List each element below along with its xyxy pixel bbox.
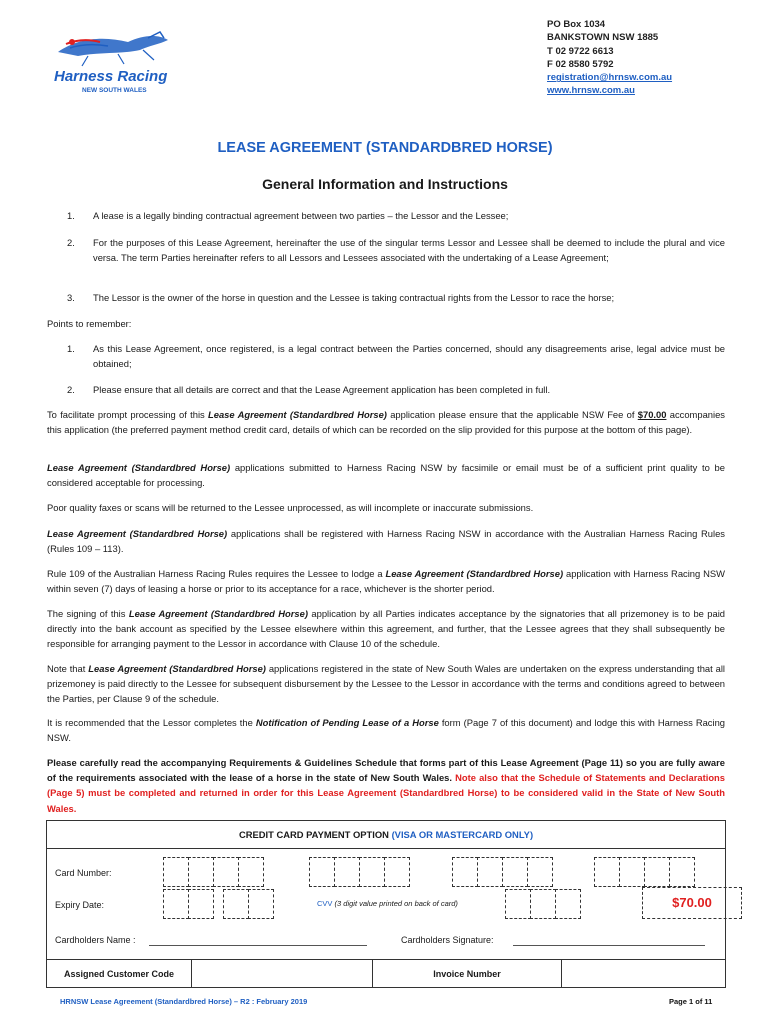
point-item: As this Lease Agreement, once registered, is a legal contract between the Parties concerned, should any disagreements arise, legal advice must be obtained;	[93, 343, 725, 370]
text-run: To facilitate prompt processing of this	[47, 409, 209, 420]
expiry-month[interactable]	[163, 889, 213, 919]
customer-code-label: Assigned Customer Code	[47, 960, 192, 988]
point-number: 1.	[67, 343, 75, 354]
paragraph-note	[47, 661, 725, 707]
cardholder-name-field[interactable]	[149, 945, 367, 946]
text-run: applications submitted to Harness Racing NSW by facsimile or email must be of a sufficient print quality to be considered acceptable for processing.	[47, 462, 725, 489]
text-run: application by all Parties indicates acceptance by the signatories that all prizemoney is to be paid directly into the bank account as specified by the Lessee elsewhere within this agreement, and further, that the Lessee agrees that they shall subsequently be responsible for arranging payment to the Lessor in accordance with Clause 10 of the schedule.	[47, 608, 725, 650]
point-item: Please ensure that all details are correct and that the Lease Agreement application has been completed in full.	[93, 384, 551, 395]
paragraph-poor-quality: Poor quality faxes or scans will be returned to the Lessee unprocessed, as will incomplete or inaccurate submissions.	[47, 502, 534, 513]
cvv-input[interactable]	[505, 889, 580, 919]
payment-amount: $70.00	[642, 887, 742, 919]
fax: F 02 8580 5792	[547, 58, 614, 70]
cvv-note: (3 digit value printed on back of card)	[334, 899, 458, 908]
paragraph-recommendation	[47, 715, 725, 745]
credit-card-form	[46, 820, 726, 988]
text-run: Please carefully read the accompanying Requirements & Guidelines Schedule that forms part of this Lease Agreement (Page 11) so you are fully aware of the requirements associated with the lease of a horse in the state of New South Wales.	[47, 757, 725, 784]
text-run: accompanies this application (the preferred payment method credit card, details of which can be recorded on the slip provided for this purpose at the bottom of this page).	[47, 409, 725, 436]
email-link[interactable]: registration@hrnsw.com.au	[547, 72, 673, 84]
text-run: Lease Agreement (Standardbred Horse)	[47, 462, 231, 473]
list-item: The Lessor is the owner of the horse in question and the Lessee is taking contractual rights from the Lessor to race the horse;	[93, 292, 615, 303]
text-run: application with Harness Racing NSW within seven (7) days of leasing a horse or prior to its acceptance for a race, whichever is the shorter period.	[47, 568, 725, 595]
text-run: applications registered in the state of New South Wales are undertaken on the express understanding that all prizemoney is paid directly to the Lessee for subsequent disbursement by the Lessee to the Lessor in accordance with the terms and conditions agreed to between the Parties, per Clause 9 of the schedule.	[47, 663, 726, 705]
text-run: Lease Agreement (Standardbred Horse)	[385, 568, 564, 579]
card-number-group-2[interactable]	[309, 857, 409, 887]
text-run: applications shall be registered with Harness Racing NSW in accordance with the Australian Harness Racing Rules (Rules 109 – 113).	[47, 528, 725, 555]
hrnsw-logo	[48, 30, 188, 100]
customer-code-field[interactable]	[192, 960, 373, 988]
card-number-group-3[interactable]	[452, 857, 552, 887]
document-title: LEASE AGREEMENT (STANDARDBRED HORSE)	[217, 140, 553, 156]
paragraph-rule-109	[47, 566, 725, 596]
paragraph-signing	[47, 606, 725, 652]
payment-heading-text: CREDIT CARD PAYMENT OPTION	[238, 829, 389, 840]
po-box: PO Box 1034	[547, 19, 606, 30]
expiry-label: Expiry Date:	[55, 900, 105, 910]
website-link[interactable]: www.hrnsw.com.au	[547, 85, 635, 97]
card-number-group-4[interactable]	[594, 857, 694, 887]
text-run: Rule 109 of the Australian Harness Racing Rules requires the Lessee to lodge a	[47, 568, 386, 579]
cvv-label	[317, 899, 458, 908]
logo-subtext: NEW SOUTH WALES	[82, 87, 147, 94]
text-run: Lease Agreement (Standardbred Horse)	[47, 528, 228, 539]
address: BANKSTOWN NSW 1885	[547, 32, 659, 44]
office-use-row	[47, 959, 725, 988]
expiry-year[interactable]	[223, 889, 273, 919]
item-number: 1.	[67, 210, 75, 221]
fee-amount: $70.00	[637, 409, 667, 420]
paragraph-requirements	[47, 755, 725, 816]
cardholder-signature-field[interactable]	[513, 945, 705, 946]
text-run: form (Page 7 of this document) and lodge this with Harness Racing NSW.	[47, 717, 725, 744]
phone: T 02 9722 6613	[547, 45, 614, 57]
cardholder-name-label: Cardholders Name :	[55, 935, 136, 945]
text-run: Note that	[47, 663, 89, 674]
paragraph-registration	[47, 526, 725, 556]
text-run: application please ensure that the applicable NSW Fee of	[386, 409, 638, 420]
text-run: Lease Agreement (Standardbred Horse)	[88, 663, 266, 674]
invoice-number-field[interactable]	[562, 960, 725, 988]
invoice-number-label: Invoice Number	[373, 960, 562, 988]
item-number: 3.	[67, 292, 75, 303]
text-run: The signing of this	[47, 608, 129, 619]
cvv-text: CVV	[317, 899, 333, 908]
cardholder-signature-label: Cardholders Signature:	[401, 935, 494, 945]
logo-text: Harness Racing	[54, 68, 168, 85]
payment-heading	[47, 821, 725, 849]
list-item: A lease is a legally binding contractual agreement between two parties – the Lessor and the Lessee;	[93, 210, 509, 221]
text-run: Lease Agreement (Standardbred Horse)	[208, 409, 387, 420]
section-subtitle: General Information and Instructions	[262, 176, 508, 192]
points-heading: Points to remember:	[47, 318, 132, 329]
point-number: 2.	[67, 384, 75, 395]
paragraph-print-quality	[47, 460, 725, 490]
payment-heading-note: (VISA OR MASTERCARD ONLY)	[391, 829, 534, 840]
card-number-label: Card Number:	[55, 868, 112, 878]
text-run: It is recommended that the Lessor completes the	[47, 717, 256, 728]
paragraph-fee	[47, 407, 725, 437]
list-item: For the purposes of this Lease Agreement, hereinafter the use of the singular terms Lessor and Lessee shall be deemed to include the plural and vice versa. The term Parties hereinafter refers to all Lessors and Lessees associated with the undertaking of a Lease Agreement;	[93, 237, 725, 264]
contact-block	[547, 18, 672, 98]
text-run: Note also that the Schedule of Statements and Declarations (Page 5) must be completed and returned in order for this Lease Agreement (Standardbred Horse) to be considered valid in the State of New South Wales.	[47, 772, 725, 814]
text-run: Notification of Pending Lease of a Horse	[255, 717, 439, 728]
footer-document-ref: HRNSW Lease Agreement (Standardbred Horse) – R2 : February 2019	[60, 997, 308, 1006]
text-run: Lease Agreement (Standardbred Horse)	[128, 608, 308, 619]
card-number-group-1[interactable]	[163, 857, 263, 887]
footer-page-number: Page 1 of 11	[669, 997, 713, 1006]
item-number: 2.	[67, 237, 75, 248]
